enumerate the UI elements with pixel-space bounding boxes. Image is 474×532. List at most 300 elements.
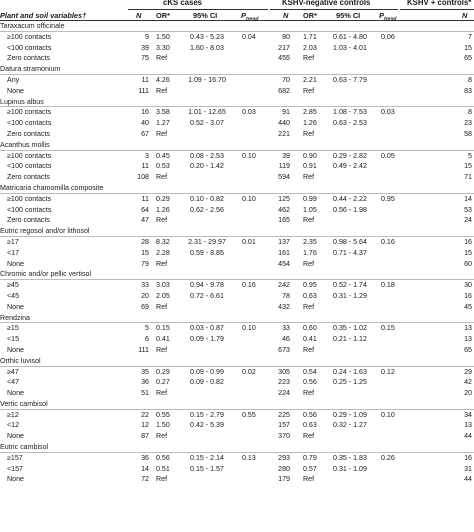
column-header-p-trend-kshv-neg: $P_{trend}$ — [379, 11, 397, 23]
cell-n-kshv-neg: 78 — [282, 291, 290, 300]
cell-or-kshv-neg: Ref — [303, 389, 315, 398]
table-row — [0, 431, 474, 442]
cell-or-cks: 0.51 — [156, 464, 170, 473]
cell-p-trend-cks: 0.55 — [242, 410, 256, 419]
column-header-n-cks: N — [136, 11, 142, 20]
column-header-n-kshv-neg: N — [283, 11, 289, 20]
column-header-p-trend-cks: $P_{trend}$ — [241, 11, 259, 23]
cell-n-kshv-pos: 14 — [464, 194, 472, 203]
cell-or-kshv-neg: Ref — [303, 345, 315, 354]
cell-n-kshv-neg: 221 — [278, 129, 290, 138]
cell-or-cks: 0.45 — [156, 151, 170, 160]
cell-or-cks: 1.27 — [156, 119, 170, 128]
cell-n-cks: 39 — [141, 43, 149, 52]
cell-or-cks: 3.30 — [156, 43, 170, 52]
row-label: ≥100 contacts — [7, 151, 52, 160]
cell-ci-kshv-neg: 0.63 - 7.79 — [333, 75, 367, 84]
table-row — [0, 464, 474, 475]
cell-or-cks: 0.29 — [156, 367, 170, 376]
cell-or-cks: Ref — [156, 345, 168, 354]
cell-or-kshv-neg: 0.91 — [303, 162, 317, 171]
table-row — [0, 43, 474, 54]
cell-or-kshv-neg: 0.54 — [303, 367, 317, 376]
cell-n-cks: 11 — [141, 194, 149, 203]
cell-or-cks: 0.55 — [156, 410, 170, 419]
cell-ci-kshv-neg: 0.29 - 2.82 — [333, 151, 367, 160]
row-label: None — [7, 302, 24, 311]
cell-n-cks: 11 — [141, 75, 149, 84]
cell-n-cks: 3 — [145, 151, 149, 160]
cell-p-trend-cks: 0.16 — [242, 281, 256, 290]
table-row — [0, 161, 474, 172]
table-group-row — [0, 140, 474, 151]
group-label: Eutric regosol and/or lithosol — [0, 227, 90, 236]
cell-ci-cks: 0.94 - 9.78 — [190, 281, 224, 290]
row-label: None — [7, 475, 24, 484]
cell-n-kshv-neg: 455 — [278, 54, 290, 63]
row-label: ≥100 contacts — [7, 194, 52, 203]
cell-ci-cks: 1.01 - 12.65 — [188, 108, 226, 117]
group-label: Matricaria chamomilla composite — [0, 183, 104, 192]
cell-n-cks: 6 — [145, 335, 149, 344]
cell-ci-cks: 0.20 - 1.42 — [190, 162, 224, 171]
cell-ci-cks: 1.09 - 16.70 — [188, 75, 226, 84]
cell-or-kshv-neg: 0.95 — [303, 281, 317, 290]
cell-ci-cks: 0.15 - 1.57 — [190, 464, 224, 473]
cell-ci-cks: 0.09 - 0.82 — [190, 378, 224, 387]
cell-or-kshv-neg: 0.63 — [303, 421, 317, 430]
cell-ci-kshv-neg: 0.52 - 1.74 — [333, 281, 367, 290]
column-group-header — [0, 0, 474, 9]
cell-or-kshv-neg: Ref — [303, 259, 315, 268]
cell-or-kshv-neg: 1.26 — [303, 119, 317, 128]
cell-n-cks: 11 — [141, 162, 149, 171]
cell-p-trend-cks: 0.10 — [242, 194, 256, 203]
row-label: Any — [7, 75, 20, 84]
cell-n-kshv-pos: 30 — [464, 281, 472, 290]
column-header-or-cks: OR* — [156, 11, 170, 20]
cell-ci-cks: 0.09 - 0.99 — [190, 367, 224, 376]
cell-n-kshv-pos: 15 — [464, 248, 472, 257]
table-row — [0, 75, 474, 86]
group-label: Datura stramonium — [0, 65, 61, 74]
group-label: Acanthus mollis — [0, 140, 50, 149]
cell-n-kshv-pos: 71 — [464, 173, 472, 182]
cell-or-kshv-neg: 1.76 — [303, 248, 317, 257]
cell-or-cks: Ref — [156, 216, 168, 225]
cell-or-kshv-neg: 0.90 — [303, 151, 317, 160]
cell-n-kshv-pos: 15 — [464, 43, 472, 52]
cell-n-kshv-neg: 673 — [278, 345, 290, 354]
cell-or-kshv-neg: 2.35 — [303, 237, 317, 246]
cell-or-cks: Ref — [156, 259, 168, 268]
cell-n-kshv-neg: 432 — [278, 302, 290, 311]
cell-n-kshv-neg: 305 — [278, 367, 290, 376]
table-row — [0, 420, 474, 431]
cell-ci-kshv-neg: 0.35 - 1.83 — [333, 453, 367, 462]
cell-ci-kshv-neg: 0.31 - 1.29 — [333, 291, 367, 300]
table-group-row — [0, 183, 474, 194]
cell-n-kshv-neg: 223 — [278, 378, 290, 387]
cell-or-kshv-neg: 0.56 — [303, 378, 317, 387]
cell-n-kshv-pos: 60 — [464, 259, 472, 268]
cell-ci-cks: 0.43 - 5.23 — [190, 32, 224, 41]
cell-ci-kshv-neg: 0.32 - 1.27 — [333, 421, 367, 430]
cell-p-trend-kshv-neg: 0.03 — [381, 108, 395, 117]
cell-n-kshv-neg: 137 — [278, 237, 290, 246]
group-label: Taraxacum officinale — [0, 22, 65, 30]
row-label: None — [7, 86, 24, 95]
cell-p-trend-cks: 0.02 — [242, 367, 256, 376]
cell-or-kshv-neg: 0.63 — [303, 291, 317, 300]
cell-n-cks: 67 — [141, 129, 149, 138]
cell-n-kshv-pos: 5 — [468, 151, 472, 160]
row-label: ≥12 — [7, 410, 19, 419]
cell-p-trend-kshv-neg: 0.18 — [381, 281, 395, 290]
cell-or-kshv-neg: Ref — [303, 432, 315, 441]
cell-ci-cks: 0.09 - 1.79 — [190, 335, 224, 344]
cell-ci-cks: 0.42 - 5.39 — [190, 421, 224, 430]
cell-n-kshv-neg: 682 — [278, 86, 290, 95]
cell-ci-cks: 0.10 - 0.82 — [190, 194, 224, 203]
cell-p-trend-kshv-neg: 0.16 — [381, 237, 395, 246]
cell-n-kshv-pos: 13 — [464, 324, 472, 333]
row-label: ≥157 — [7, 453, 23, 462]
cell-or-kshv-neg: Ref — [303, 475, 315, 484]
table-group-row — [0, 269, 474, 280]
cell-or-cks: Ref — [156, 389, 168, 398]
cell-n-kshv-neg: 46 — [282, 335, 290, 344]
cell-ci-kshv-neg: 0.49 - 2.42 — [333, 162, 367, 171]
cell-or-cks: 4.26 — [156, 75, 170, 84]
table-row — [0, 388, 474, 399]
cell-n-cks: 20 — [141, 291, 149, 300]
cell-p-trend-kshv-neg: 0.12 — [381, 367, 395, 376]
cell-n-kshv-pos: 65 — [464, 54, 472, 63]
cell-n-kshv-neg: 165 — [278, 216, 290, 225]
cell-or-cks: Ref — [156, 129, 168, 138]
table-row — [0, 215, 474, 226]
cell-ci-cks: 2.31 - 29.97 — [188, 237, 226, 246]
cell-n-cks: 36 — [141, 453, 149, 462]
group-label: Vertic cambisol — [0, 399, 48, 408]
row-label: <100 contacts — [7, 162, 52, 171]
cell-ci-cks: 0.62 - 2.56 — [190, 205, 224, 214]
cell-n-kshv-neg: 293 — [278, 453, 290, 462]
cell-n-kshv-pos: 42 — [464, 378, 472, 387]
row-label: None — [7, 345, 24, 354]
table-group-row — [0, 21, 474, 32]
cell-or-kshv-neg: 1.05 — [303, 205, 317, 214]
cell-n-kshv-pos: 7 — [468, 32, 472, 41]
table-row — [0, 367, 474, 378]
table-group-row — [0, 226, 474, 237]
cell-or-kshv-neg: Ref — [303, 86, 315, 95]
cell-n-kshv-neg: 462 — [278, 205, 290, 214]
cell-n-kshv-pos: 8 — [468, 75, 472, 84]
cell-ci-cks: 0.15 - 2.79 — [190, 410, 224, 419]
table-row — [0, 32, 474, 43]
cell-n-kshv-pos: 15 — [464, 162, 472, 171]
cell-or-kshv-neg: 0.57 — [303, 464, 317, 473]
row-label: ≥100 contacts — [7, 32, 52, 41]
cell-n-kshv-neg: 179 — [278, 475, 290, 484]
cell-or-kshv-neg: Ref — [303, 129, 315, 138]
cell-n-cks: 16 — [141, 108, 149, 117]
cell-n-cks: 72 — [141, 475, 149, 484]
cell-n-kshv-pos: 45 — [464, 302, 472, 311]
cell-n-kshv-neg: 370 — [278, 432, 290, 441]
row-label: <45 — [7, 291, 20, 300]
column-header-or-kshv-neg: OR* — [303, 11, 317, 20]
table-row — [0, 377, 474, 388]
cell-or-cks: Ref — [156, 475, 168, 484]
cell-n-kshv-pos: 34 — [464, 410, 472, 419]
group-label: Lupinus albus — [0, 97, 44, 106]
cell-n-kshv-pos: 44 — [464, 432, 472, 441]
table-row — [0, 86, 474, 97]
row-label: <47 — [7, 378, 20, 387]
cell-or-kshv-neg: Ref — [303, 216, 315, 225]
cell-n-kshv-pos: 20 — [464, 389, 472, 398]
row-label: Zero contacts — [7, 173, 50, 182]
cell-or-kshv-neg: 0.60 — [303, 324, 317, 333]
cell-p-trend-cks: 0.03 — [242, 108, 256, 117]
table-row — [0, 410, 474, 421]
cell-ci-cks: 0.15 - 2.14 — [190, 453, 224, 462]
cell-n-kshv-neg: 224 — [278, 389, 290, 398]
table-row — [0, 345, 474, 356]
cell-ci-kshv-neg: 0.56 - 1.98 — [333, 205, 367, 214]
row-label: Zero contacts — [7, 54, 50, 63]
cell-or-kshv-neg: 1.71 — [303, 32, 317, 41]
cell-p-trend-cks: 0.10 — [242, 324, 256, 333]
cell-or-kshv-neg: 0.56 — [303, 410, 317, 419]
cell-or-kshv-neg: 2.85 — [303, 108, 317, 117]
cell-or-cks: 2.28 — [156, 248, 170, 257]
cell-or-cks: 1.50 — [156, 421, 170, 430]
cell-ci-cks: 0.08 - 2.53 — [190, 151, 224, 160]
cell-n-kshv-pos: 23 — [464, 119, 472, 128]
group-header-kshv-negative-controls: KSHV-negative controls — [282, 0, 371, 7]
cell-n-kshv-neg: 125 — [278, 194, 290, 203]
cell-n-kshv-pos: 29 — [464, 367, 472, 376]
cell-n-kshv-pos: 13 — [464, 335, 472, 344]
cell-ci-kshv-neg: 0.98 - 5.64 — [333, 237, 367, 246]
cell-n-cks: 9 — [145, 32, 149, 41]
cell-n-cks: 79 — [141, 259, 149, 268]
cell-n-kshv-neg: 80 — [282, 32, 290, 41]
cell-ci-cks: 0.59 - 8.85 — [190, 248, 224, 257]
cell-ci-kshv-neg: 0.31 - 1.09 — [333, 464, 367, 473]
cell-n-cks: 15 — [141, 248, 149, 257]
cell-or-cks: Ref — [156, 302, 168, 311]
cell-ci-kshv-neg: 0.61 - 4.80 — [333, 32, 367, 41]
cell-n-cks: 111 — [138, 86, 149, 95]
cell-n-kshv-pos: 83 — [464, 86, 472, 95]
table-row — [0, 53, 474, 64]
cell-or-cks: Ref — [156, 54, 168, 63]
cell-n-kshv-neg: 280 — [278, 464, 290, 473]
cell-ci-kshv-neg: 1.03 - 4.01 — [333, 43, 367, 52]
cell-ci-kshv-neg: 0.21 - 1.12 — [333, 335, 367, 344]
row-label: <157 — [7, 464, 23, 473]
cell-n-cks: 111 — [138, 345, 149, 354]
cell-n-kshv-pos: 13 — [464, 421, 472, 430]
cell-n-cks: 51 — [141, 389, 149, 398]
cell-n-cks: 87 — [141, 432, 149, 441]
table-row — [0, 280, 474, 291]
table-row — [0, 107, 474, 118]
cell-n-kshv-neg: 217 — [278, 43, 290, 52]
cell-n-kshv-pos: 24 — [464, 216, 472, 225]
row-label: <100 contacts — [7, 119, 52, 128]
row-label: Zero contacts — [7, 129, 50, 138]
cell-n-cks: 40 — [141, 119, 149, 128]
cell-n-cks: 64 — [141, 205, 149, 214]
cell-or-kshv-neg: 0.41 — [303, 335, 317, 344]
cell-or-kshv-neg: Ref — [303, 54, 315, 63]
table-group-row — [0, 399, 474, 410]
row-label: ≥100 contacts — [7, 108, 52, 117]
cell-n-cks: 69 — [141, 302, 149, 311]
cell-or-cks: 0.53 — [156, 162, 170, 171]
cell-n-kshv-neg: 39 — [282, 151, 290, 160]
cell-ci-cks: 1.60 - 8.03 — [190, 43, 224, 52]
cell-ci-kshv-neg: 0.24 - 1.63 — [333, 367, 367, 376]
cell-or-kshv-neg: Ref — [303, 302, 315, 311]
cell-or-cks: 1.50 — [156, 32, 170, 41]
cell-n-kshv-pos: 16 — [464, 237, 472, 246]
column-header-row — [0, 10, 474, 23]
table-row — [0, 237, 474, 248]
cell-n-cks: 33 — [141, 281, 149, 290]
cell-n-kshv-neg: 119 — [278, 162, 290, 171]
table-row — [0, 302, 474, 313]
cell-or-kshv-neg: Ref — [303, 173, 315, 182]
cell-ci-kshv-neg: 1.08 - 7.53 — [333, 108, 367, 117]
cell-or-cks: 0.15 — [156, 324, 170, 333]
cell-n-kshv-neg: 33 — [282, 324, 290, 333]
row-label: <100 contacts — [7, 205, 52, 214]
cell-n-cks: 28 — [141, 237, 149, 246]
cell-n-cks: 75 — [141, 54, 149, 63]
cell-p-trend-kshv-neg: 0.95 — [381, 194, 395, 203]
group-label: Orthic luvisol — [0, 356, 41, 365]
cell-ci-kshv-neg: 0.29 - 1.09 — [333, 410, 367, 419]
cell-p-trend-kshv-neg: 0.06 — [381, 32, 395, 41]
cell-or-cks: 2.05 — [156, 291, 170, 300]
row-label: None — [7, 259, 24, 268]
cell-p-trend-kshv-neg: 0.10 — [381, 410, 395, 419]
cell-ci-kshv-neg: 0.71 - 4.37 — [333, 248, 367, 257]
row-label: Zero contacts — [7, 216, 50, 225]
row-label: <100 contacts — [7, 43, 52, 52]
cell-n-cks: 35 — [141, 367, 149, 376]
cell-ci-kshv-neg: 0.63 - 2.53 — [333, 119, 367, 128]
cell-p-trend-kshv-neg: 0.15 — [381, 324, 395, 333]
cell-n-kshv-neg: 157 — [278, 421, 290, 430]
table-group-row — [0, 97, 474, 108]
table-row — [0, 205, 474, 216]
row-label: ≥15 — [7, 324, 19, 333]
cell-or-kshv-neg: 0.79 — [303, 453, 317, 462]
cell-ci-cks: 0.52 - 3.07 — [190, 119, 224, 128]
table-row — [0, 151, 474, 162]
cell-n-cks: 22 — [141, 410, 149, 419]
group-label: Eutric cambisol — [0, 443, 49, 452]
table-group-row — [0, 313, 474, 324]
table-row — [0, 291, 474, 302]
table-row — [0, 334, 474, 345]
column-header-n-kshv-pos: N — [462, 11, 468, 20]
cell-ci-cks: 0.03 - 0.87 — [190, 324, 224, 333]
cell-n-kshv-neg: 225 — [278, 410, 290, 419]
cell-n-cks: 12 — [141, 421, 149, 430]
cell-or-cks: 0.56 — [156, 453, 170, 462]
table-row — [0, 172, 474, 183]
cell-or-cks: 1.26 — [156, 205, 170, 214]
cell-or-cks: 0.27 — [156, 378, 170, 387]
cell-or-cks: Ref — [156, 432, 168, 441]
cell-n-cks: 5 — [145, 324, 149, 333]
cell-n-cks: 47 — [141, 216, 149, 225]
row-label: ≥17 — [7, 237, 19, 246]
row-label: ≥47 — [7, 367, 19, 376]
table-row — [0, 259, 474, 270]
table-body — [0, 21, 474, 485]
row-label: <12 — [7, 421, 20, 430]
cell-n-kshv-pos: 58 — [464, 129, 472, 138]
cell-or-cks: 0.29 — [156, 194, 170, 203]
cell-n-kshv-pos: 53 — [464, 205, 472, 214]
cell-p-trend-cks: 0.13 — [242, 453, 256, 462]
cell-n-kshv-pos: 31 — [464, 464, 472, 473]
cell-n-kshv-neg: 91 — [282, 108, 290, 117]
cell-or-cks: Ref — [156, 173, 168, 182]
group-label: Rendzina — [0, 313, 30, 322]
table-row — [0, 194, 474, 205]
table-row — [0, 453, 474, 464]
cell-ci-cks: 0.72 - 6.61 — [190, 291, 224, 300]
row-label: ≥45 — [7, 281, 19, 290]
column-header-ci-kshv-neg: 95% CI — [336, 11, 361, 20]
cell-n-cks: 108 — [137, 173, 149, 182]
table-row — [0, 129, 474, 140]
table-row — [0, 474, 474, 485]
cell-n-cks: 14 — [141, 464, 149, 473]
table-group-row — [0, 442, 474, 453]
cell-n-kshv-neg: 594 — [278, 173, 290, 182]
cell-or-kshv-neg: 0.99 — [303, 194, 317, 203]
table-row — [0, 323, 474, 334]
group-header-kshv-positive-controls: KSHV + controls* — [407, 0, 472, 7]
cell-or-cks: 0.41 — [156, 335, 170, 344]
cell-n-kshv-pos: 44 — [464, 475, 472, 484]
cell-ci-kshv-neg: 0.35 - 1.02 — [333, 324, 367, 333]
cell-or-cks: 8.32 — [156, 237, 170, 246]
cell-ci-kshv-neg: 0.25 - 1.25 — [333, 378, 367, 387]
row-label: <15 — [7, 335, 20, 344]
group-label: Chromic and/or pellic vertisol — [0, 270, 92, 279]
cell-p-trend-cks: 0.04 — [242, 32, 256, 41]
table-group-row — [0, 64, 474, 75]
cell-or-cks: 3.58 — [156, 108, 170, 117]
cell-n-kshv-neg: 161 — [278, 248, 290, 257]
row-label: <17 — [7, 248, 20, 257]
cell-p-trend-cks: 0.01 — [242, 237, 256, 246]
cell-or-kshv-neg: 2.21 — [303, 75, 317, 84]
